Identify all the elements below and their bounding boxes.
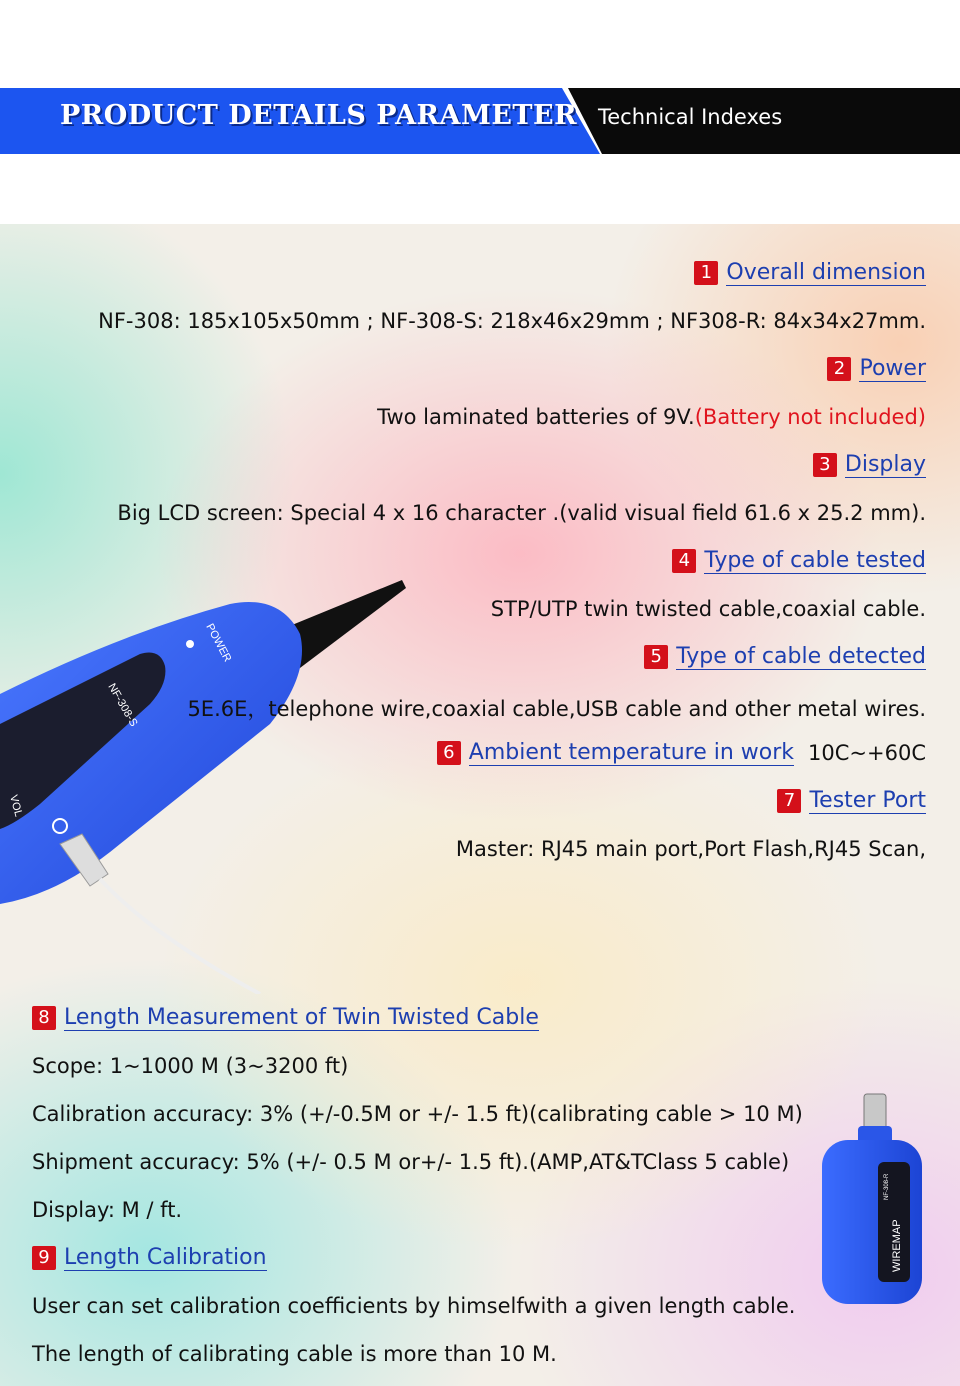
spec-text-1: NF-308: 185x105x50mm ; NF-308-S: 218x46x29mm ; NF308-R: 84x34x27mm. bbox=[98, 309, 926, 333]
spec-panel bbox=[0, 224, 960, 1386]
probe-led bbox=[186, 640, 194, 648]
power-note: (Battery not included) bbox=[694, 405, 926, 429]
header-banner bbox=[0, 88, 960, 154]
spec-heading-6 bbox=[437, 740, 926, 766]
spec-heading-7 bbox=[777, 788, 926, 814]
length-line-2: Calibration accuracy: 3% (+/-0.5M or +/- 1.5 ft)(calibrating cable > 10 M) bbox=[32, 1102, 803, 1126]
remote-wiremap-label: WIREMAP bbox=[891, 1219, 903, 1272]
banner-title: PRODUCT DETAILS PARAMETER bbox=[60, 100, 578, 131]
spec-text-2 bbox=[377, 405, 926, 429]
spec-heading-text: Length Measurement of Twin Twisted Cable bbox=[64, 1005, 539, 1030]
probe-vol-label: VOL bbox=[7, 793, 25, 819]
probe-cable bbox=[100, 879, 260, 994]
spec-heading-2 bbox=[827, 356, 926, 382]
spec-text-3: Big LCD screen: Special 4 x 16 character .(valid visual field 61.6 x 25.2 mm). bbox=[117, 501, 926, 525]
spec-heading-8 bbox=[32, 1005, 539, 1031]
spec-heading-text: Display bbox=[844, 452, 926, 477]
probe-device-image bbox=[0, 574, 420, 994]
spec-heading-text: Tester Port bbox=[809, 788, 926, 813]
spec-heading-9 bbox=[32, 1245, 267, 1271]
spec-heading-5 bbox=[644, 644, 926, 670]
spec-heading-text: Type of cable detected bbox=[676, 644, 926, 669]
length-line-4: Display: M / ft. bbox=[32, 1198, 183, 1222]
remote-device-image bbox=[818, 1092, 928, 1312]
spec-heading-text: Overall dimension bbox=[726, 260, 926, 285]
spec-number: 5 bbox=[644, 645, 668, 669]
remote-model-label: NF-308-R bbox=[884, 1173, 890, 1200]
temperature-value: 10C~+60C bbox=[808, 741, 926, 766]
spec-heading-text: Power bbox=[859, 356, 926, 381]
spec-text-4: STP/UTP twin twisted cable,coaxial cable. bbox=[490, 597, 926, 621]
power-text: Two laminated batteries of 9V. bbox=[377, 405, 695, 429]
probe-power-label: POWER bbox=[203, 621, 234, 665]
spec-number: 4 bbox=[672, 549, 696, 573]
probe-model-label: NF-308-S bbox=[105, 681, 140, 729]
banner-subtitle: Technical Indexes bbox=[598, 105, 783, 129]
spec-number: 2 bbox=[827, 357, 851, 381]
spec-heading-1 bbox=[694, 260, 926, 286]
calibration-line-1: User can set calibration coefficients by himselfwith a given length cable. bbox=[32, 1294, 796, 1318]
spec-number: 9 bbox=[32, 1246, 56, 1270]
spec-heading-3 bbox=[813, 452, 926, 478]
spec-heading-4 bbox=[672, 548, 926, 574]
spec-number: 7 bbox=[777, 789, 801, 813]
length-line-1: Scope: 1~1000 M (3~3200 ft) bbox=[32, 1054, 349, 1078]
length-line-3: Shipment accuracy: 5% (+/- 0.5 M or+/- 1.5 ft).(AMP,AT&TClass 5 cable) bbox=[32, 1150, 790, 1174]
remote-connector bbox=[864, 1094, 886, 1130]
spec-number: 6 bbox=[437, 741, 461, 765]
spec-heading-text: Length Calibration bbox=[64, 1245, 267, 1270]
spec-number: 8 bbox=[32, 1006, 56, 1030]
spec-text-7: Master: RJ45 main port,Port Flash,RJ45 Scan, bbox=[455, 837, 926, 861]
spec-text-5: 5E.6E，telephone wire,coaxial cable,USB cable and other metal wires. bbox=[187, 697, 926, 721]
spec-number: 1 bbox=[694, 261, 718, 285]
spec-number: 3 bbox=[813, 453, 837, 477]
spec-heading-text: Ambient temperature in work bbox=[468, 740, 795, 765]
calibration-line-2: The length of calibrating cable is more than 10 M. bbox=[32, 1342, 557, 1366]
spec-heading-text: Type of cable tested bbox=[704, 548, 926, 573]
